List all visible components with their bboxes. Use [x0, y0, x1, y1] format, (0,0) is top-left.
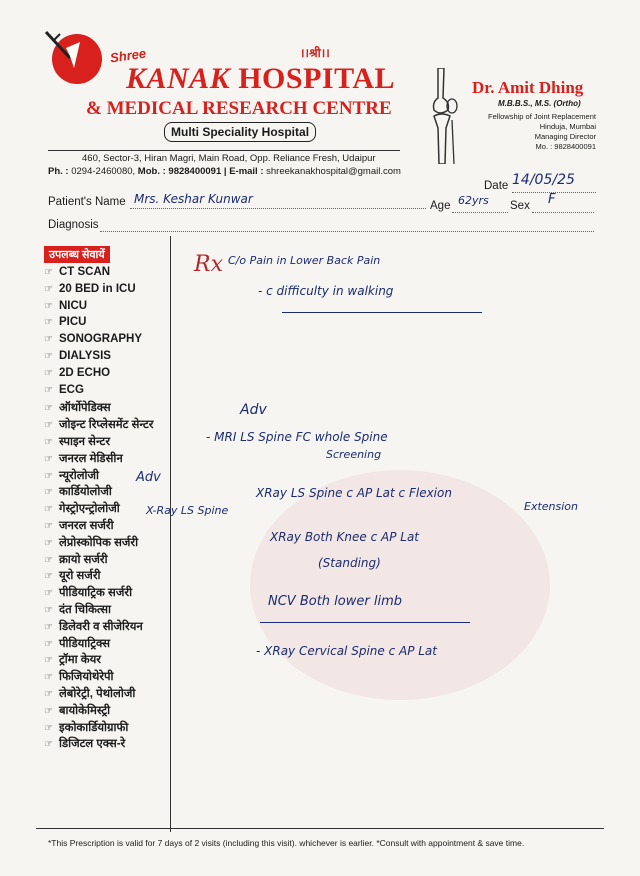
age-label: Age [430, 200, 451, 212]
advice-xray-ls-spine: XRay LS Spine c AP Lat c Flexion [256, 486, 452, 500]
service-item [44, 636, 110, 651]
service-item-label: जोइन्ट रिप्लेसमेंट सेन्टर [58, 419, 154, 432]
advice-xray-knee: XRay Both Knee c AP Lat [270, 530, 419, 544]
rx-symbol: Rx [194, 252, 223, 277]
service-item [44, 484, 112, 499]
sex-label: Sex [510, 200, 530, 212]
service-item [44, 518, 114, 533]
doctor-fellowship: Fellowship of Joint Replacement [488, 112, 596, 121]
service-item [44, 451, 123, 466]
mobile-label: Mob. : [137, 166, 166, 177]
service-item-label: दंत चिकित्सा [58, 604, 111, 616]
service-item [44, 333, 142, 345]
service-item-label: यूरो सर्जरी [58, 570, 101, 583]
service-item-label: डिलेवरी व सीजेरियन [58, 620, 143, 633]
service-item-label: लेबोरेट्री, पेथोलोजी [58, 688, 136, 700]
service-item [44, 316, 86, 328]
service-item [44, 703, 110, 718]
service-item-label: बायोकेमिस्ट्री [58, 704, 111, 717]
pointing-hand-icon: ☞ [44, 588, 53, 600]
doctor-name: Dr. Amit Dhing [472, 78, 584, 97]
complaint-line-1: C/o Pain in Lower Back Pain [228, 254, 381, 267]
service-item [44, 602, 111, 617]
service-item-label: SONOGRAPHY [58, 333, 143, 346]
pointing-hand-icon: ☞ [44, 605, 53, 616]
pointing-hand-icon: ☞ [44, 453, 53, 465]
service-item [44, 434, 110, 449]
services-title: उपलब्ध सेवायें [44, 246, 110, 263]
pointing-hand-icon: ☞ [44, 705, 53, 717]
doctor-degrees: M.B.B.S., M.S. (Ortho) [498, 99, 581, 108]
service-item [44, 350, 111, 362]
service-item [44, 652, 101, 667]
service-item-label: जनरल सर्जरी [58, 520, 114, 532]
hospital-name-hospital: HOSPITAL [238, 62, 396, 95]
service-item [44, 585, 132, 600]
service-item-label: ECG [58, 383, 84, 396]
service-item-label: न्यूरोलोजी [58, 469, 99, 482]
hospital-subtitle: & MEDICAL RESEARCH CENTRE [86, 98, 392, 119]
pointing-hand-icon: ☞ [44, 420, 53, 432]
service-item-label: क्रायो सर्जरी [58, 553, 108, 566]
service-item-label: पीडियाट्रिक सर्जरी [58, 587, 133, 600]
pointing-hand-icon: ☞ [44, 521, 53, 532]
service-item-label: डिजिटल एक्स-रे [58, 738, 126, 751]
advice-mri-screening: Screening [326, 448, 382, 461]
service-item [44, 619, 143, 634]
footer-note: *This Prescription is valid for 7 days of 2 visits (including this visit). whichever is earlier. *Consult with appointment & save time. [48, 838, 525, 848]
pointing-hand-icon: ☞ [44, 367, 53, 379]
service-item [44, 367, 110, 379]
pointing-hand-icon: ☞ [44, 267, 53, 278]
pointing-hand-icon: ☞ [44, 655, 53, 667]
background-stain [250, 470, 550, 700]
pointing-hand-icon: ☞ [44, 638, 53, 650]
ncv-underline [260, 622, 470, 623]
email-label: E-mail : [229, 166, 264, 177]
advice-ncv: NCV Both lower limb [268, 594, 402, 609]
pointing-hand-icon: ☞ [44, 470, 53, 482]
service-item-label: स्पाइन सेन्टर [58, 436, 111, 448]
hospital-address: 460, Sector-3, Hiran Magri, Main Road, Opp. Reliance Fresh, Udaipur [82, 153, 376, 164]
service-item-label: DIALYSIS [58, 350, 111, 362]
diagnosis-label: Diagnosis [48, 219, 99, 231]
doctor-fellowship-place: Hinduja, Mumbai [539, 122, 596, 131]
pointing-hand-icon: ☞ [44, 739, 53, 751]
doctor-role: Managing Director [534, 132, 596, 141]
phone-label: Ph. : [48, 166, 69, 177]
advice-xray-ls-extension: Extension [524, 500, 579, 513]
date-label: Date [484, 180, 509, 192]
pointing-hand-icon: ☞ [44, 571, 53, 583]
pointing-hand-icon: ☞ [44, 300, 53, 312]
service-item-label: CT SCAN [58, 266, 111, 278]
service-item [44, 686, 135, 701]
service-item [44, 501, 120, 516]
pointing-hand-icon: ☞ [44, 334, 53, 346]
patient-name-label: Patient's Name [48, 196, 126, 208]
pointing-hand-icon: ☞ [44, 722, 53, 734]
pointing-hand-icon: ☞ [44, 554, 53, 566]
hospital-contact [48, 166, 401, 177]
pointing-hand-icon: ☞ [44, 487, 53, 499]
service-item-label: गेस्ट्रोएन्ट्रोलोजी [58, 503, 120, 516]
pointing-hand-icon: ☞ [44, 317, 53, 329]
service-item [44, 736, 125, 751]
service-item-label: NICU [58, 299, 88, 312]
service-item [44, 400, 111, 415]
service-item-label: 2D ECHO [58, 366, 111, 379]
pointing-hand-icon: ☞ [44, 537, 53, 549]
pointing-hand-icon: ☞ [44, 672, 53, 684]
hospital-name-kanak: KANAK [126, 62, 231, 95]
service-item [44, 300, 87, 312]
sex-line [532, 200, 594, 213]
shree-text: Shree [109, 45, 148, 66]
advice-xray-cervical: - XRay Cervical Spine c AP Lat [256, 644, 437, 658]
pointing-hand-icon: ☞ [44, 403, 53, 415]
service-item [44, 384, 84, 396]
mobile-value: 9828400091 | [168, 166, 227, 177]
service-item-label: ट्रॉमा केयर [58, 654, 101, 667]
service-item [44, 568, 101, 583]
service-item-label: इकोकार्डियोग्राफी [58, 721, 129, 734]
service-item-label: पीडियाट्रिक्स [58, 637, 111, 650]
footer-rule [36, 828, 604, 829]
service-item [44, 283, 136, 295]
diagnosis-line [100, 219, 594, 232]
doctor-mobile: Mo. : 9828400091 [535, 142, 596, 151]
phone-value: 0294-2460080, [71, 166, 136, 177]
pointing-hand-icon: ☞ [44, 384, 53, 396]
service-item [44, 266, 110, 278]
service-item [44, 552, 108, 567]
advice-heading: Adv [240, 402, 267, 418]
date-value: 14/05/25 [512, 172, 575, 188]
service-item [44, 720, 128, 735]
pointing-hand-icon: ☞ [44, 283, 53, 295]
pointing-hand-icon: ☞ [44, 504, 53, 516]
service-item-label: PICU [58, 316, 87, 329]
pointing-hand-icon: ☞ [44, 437, 53, 448]
service-item [44, 535, 138, 550]
patient-name-value: Mrs. Keshar Kunwar [134, 192, 253, 206]
pointing-hand-icon: ☞ [44, 351, 53, 362]
service-item [44, 669, 114, 684]
service-item-label: फिजियोथेरेपी [58, 671, 114, 684]
knee-joint-icon [428, 68, 462, 164]
advice-knee-standing: (Standing) [318, 556, 381, 570]
complaint-line-2: - c difficulty in walking [258, 284, 394, 298]
service-item [44, 468, 99, 483]
hospital-name [126, 62, 395, 96]
pointing-hand-icon: ☞ [44, 621, 53, 633]
service-item-label: जनरल मेडिसीन [58, 452, 123, 465]
margin-xray-ls: X-Ray LS Spine [146, 504, 229, 517]
header-rule [48, 150, 400, 151]
service-item [44, 417, 153, 432]
email-value: shreekanakhospital@gmail.com [266, 166, 401, 177]
service-item-label: कार्डियोलोजी [58, 486, 112, 499]
service-item-label: लेप्रोस्कोपिक सर्जरी [58, 536, 139, 549]
age-value: 62yrs [458, 194, 489, 207]
advice-mri: - MRI LS Spine FC whole Spine [206, 430, 388, 444]
logo-mark-icon [40, 28, 114, 88]
service-item-label: ऑर्थोपेडिक्स [58, 402, 111, 415]
pointing-hand-icon: ☞ [44, 689, 53, 700]
multi-speciality-badge: Multi Speciality Hospital [164, 122, 316, 142]
margin-advice: Adv [136, 470, 161, 485]
complaint-underline [282, 312, 482, 313]
sex-value: F [548, 192, 556, 207]
shri-text: ।।श्री।। [300, 46, 330, 60]
hospital-logo [52, 34, 102, 84]
service-item-label: 20 BED in ICU [58, 282, 136, 295]
